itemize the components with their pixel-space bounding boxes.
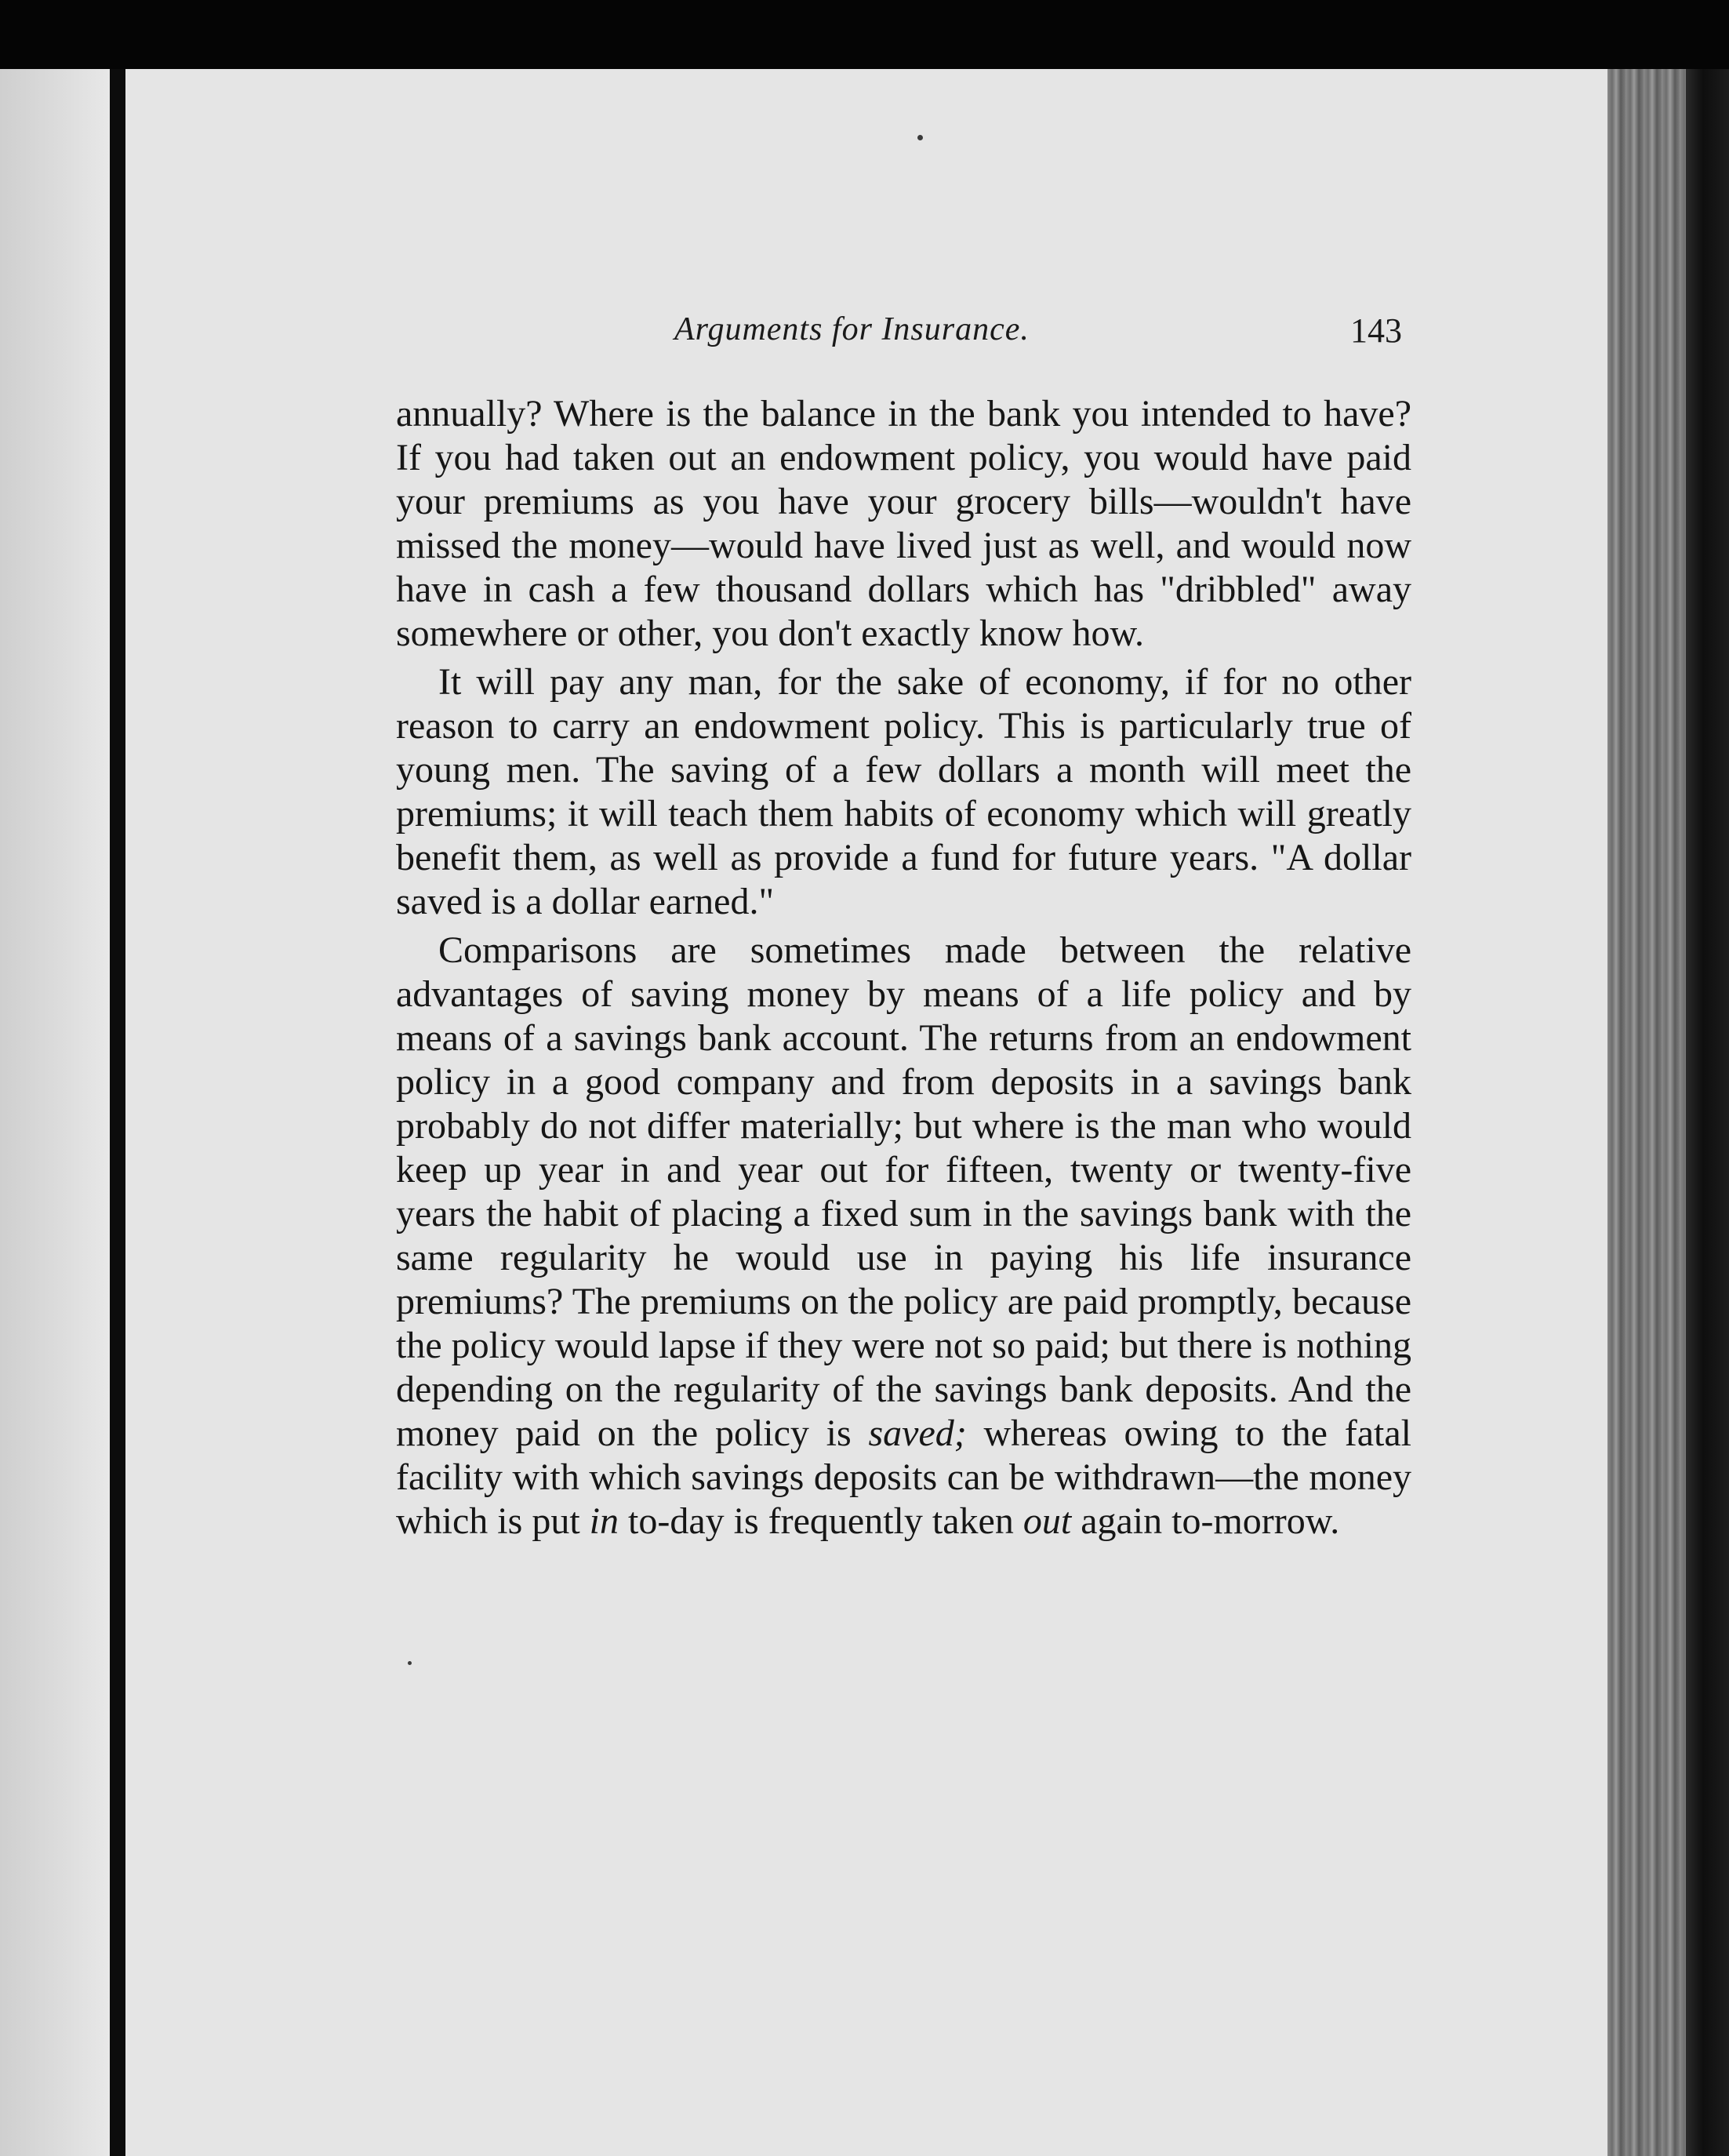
page-stack-edge xyxy=(1607,69,1686,2156)
italic-emphasis: out xyxy=(1023,1500,1072,1542)
paragraph-1 xyxy=(396,392,1411,656)
paragraph-3 xyxy=(396,929,1411,1543)
book-gutter xyxy=(110,69,125,2156)
ink-speck xyxy=(917,135,923,140)
paragraph-text: to-day is frequently taken xyxy=(619,1500,1023,1542)
running-head xyxy=(392,311,1411,350)
italic-emphasis: saved; xyxy=(868,1412,967,1454)
facing-page-edge xyxy=(0,69,110,2156)
running-title: Arguments for Insurance. xyxy=(674,311,1030,347)
ink-speck xyxy=(408,1661,412,1665)
paragraph-2 xyxy=(396,660,1411,924)
page-number: 143 xyxy=(1350,311,1402,350)
paragraph-text: again to-morrow. xyxy=(1071,1500,1340,1542)
italic-emphasis: in xyxy=(589,1500,619,1542)
book-cover-edge xyxy=(1686,69,1729,2156)
scan-top-border xyxy=(0,0,1729,69)
body-text xyxy=(396,392,1411,1548)
paragraph-text: Comparisons are sometimes made between the relative advantages of saving money by means of a life policy and by means of a savings bank account. The returns from an endowment policy in a good company and from deposits in a savings bank probably do not differ materially; but where is the man who would keep up year in and year out for fifteen, twenty or twenty-five years the habit of placing a fixed sum in the savings bank with the same regularity he would use in paying his life insurance premiums? The premiums on the policy are paid promptly, because the policy would lapse if they were not so paid; but there is nothing depending on the regularity of the savings bank deposits. And the money paid on the policy is xyxy=(396,929,1411,1454)
paragraph-text: whereas owing to the fatal facility with which savings deposits can be withdrawn—the money which is put xyxy=(396,1412,1411,1542)
paragraph-text: annually? Where is the balance in the bank you intended to have? If you had taken out an endowment policy, you would have paid your premiums as you have your grocery bills—wouldn't have missed the money—would have lived just as well, and would now have in cash a few thousand dollars which has "dribbled" away somewhere or other, you don't exactly know how. xyxy=(396,393,1411,654)
paragraph-text: It will pay any man, for the sake of economy, if for no other reason to carry an endowment policy. This is particularly true of young men. The saving of a few dollars a month will meet the premiums; it will teach them habits of economy which will greatly benefit them, as well as provide a fund for future years. "A dollar saved is a dollar earned." xyxy=(396,661,1411,922)
